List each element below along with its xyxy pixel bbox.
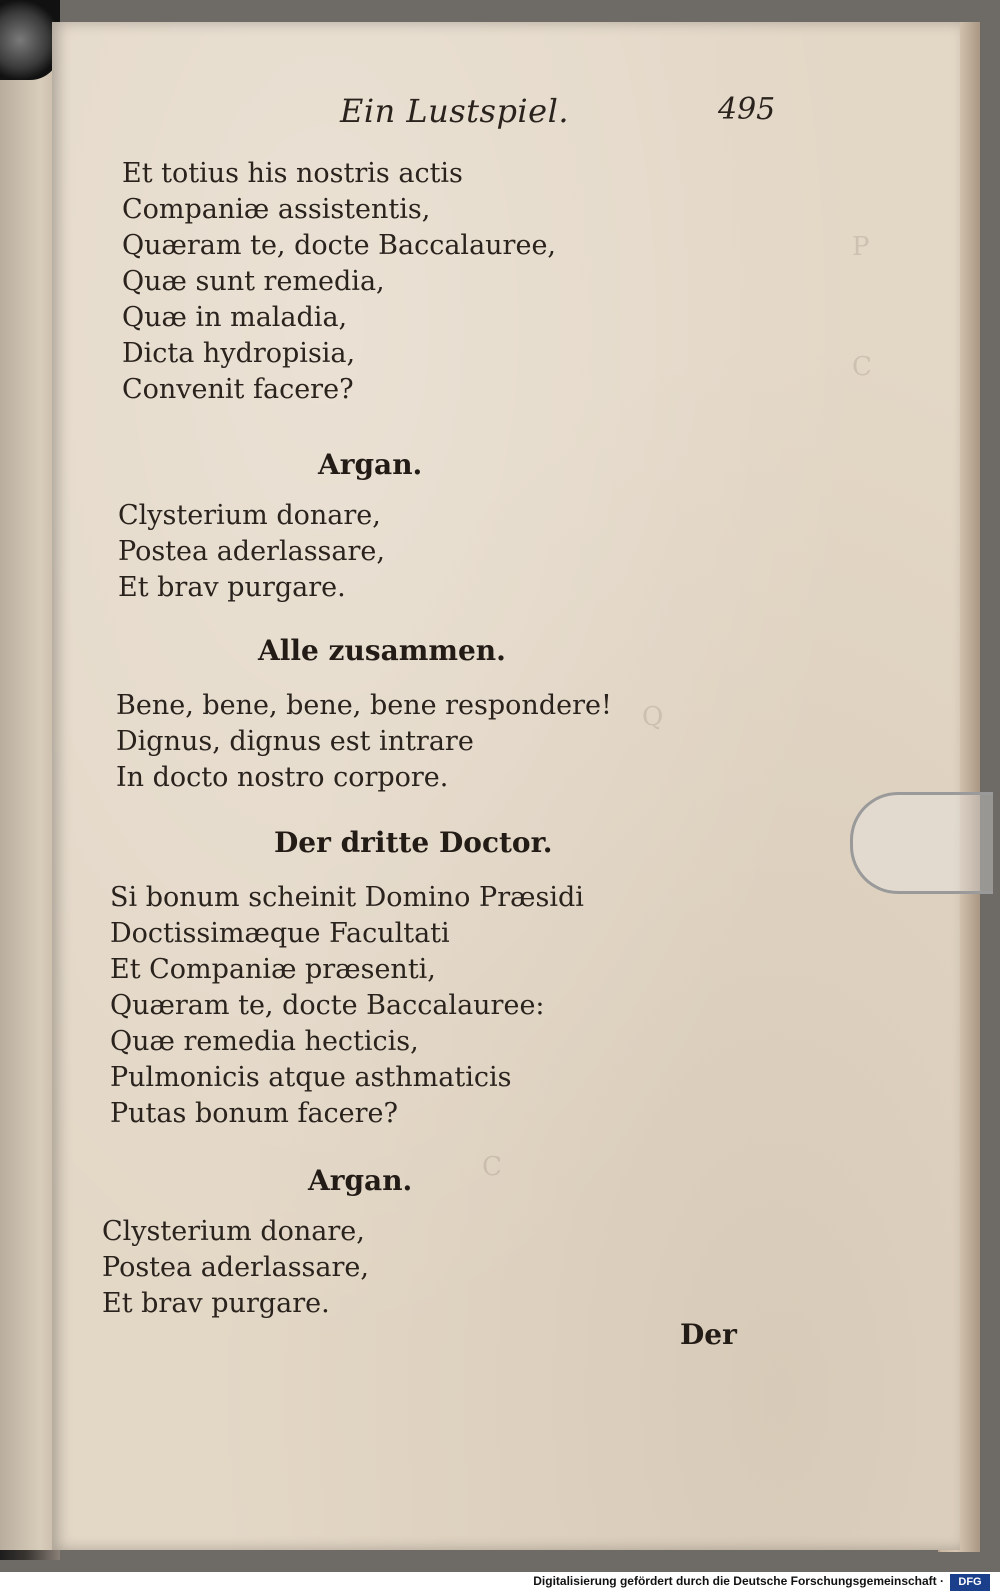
previous-page-edge [0, 30, 58, 1550]
verse-block-argan-2 [102, 1214, 369, 1322]
verse-line: Postea aderlassare, [102, 1252, 369, 1283]
verse-line: Quæ in maladia, [122, 302, 348, 333]
verse-line: Clysterium donare, [102, 1216, 365, 1247]
verse-line: Convenit facere? [122, 374, 354, 405]
verse-block-doctor [110, 880, 584, 1132]
verse-block-intro [122, 156, 556, 408]
verse-line: Et Companiæ præsenti, [110, 954, 436, 985]
verse-block-argan [118, 498, 385, 606]
verse-line: Et totius his nostris actis [122, 158, 463, 189]
scanner-clamp [0, 0, 60, 80]
verse-line: Et brav purgare. [102, 1288, 330, 1319]
bleed-through-text: C [482, 1152, 502, 1182]
verse-line: Quæram te, docte Baccalauree, [122, 230, 557, 261]
bleed-through-text: Q [642, 702, 664, 732]
verse-line: Si bonum scheinit Domino Præsidi [110, 882, 584, 913]
page-clip [850, 792, 993, 894]
speaker-heading: Der dritte Doctor. [274, 826, 553, 859]
verse-line: Bene, bene, bene, bene respondere! [116, 690, 612, 721]
verse-line: Postea aderlassare, [118, 536, 385, 567]
bleed-through-text: C [852, 352, 872, 382]
verse-line: Quæram te, docte Baccalauree: [110, 990, 545, 1021]
funding-credit: Digitalisierung gefördert durch die Deutsche Forschungsgemeinschaft · [533, 1574, 944, 1588]
speaker-heading: Argan. [308, 1164, 413, 1197]
verse-line: Quæ remedia hecticis, [110, 1026, 419, 1057]
verse-line: Doctissimæque Facultati [110, 918, 450, 949]
page-number: 495 [718, 92, 776, 127]
verse-line: Pulmonicis atque asthmaticis [110, 1062, 512, 1093]
verse-line: In docto nostro corpore. [116, 762, 449, 793]
catchword: Der [680, 1318, 737, 1351]
verse-line: Dicta hydropisia, [122, 338, 356, 369]
verse-line: Dignus, dignus est intrare [116, 726, 474, 757]
verse-line: Companiæ assistentis, [122, 194, 431, 225]
running-title: Ein Lustspiel. [340, 92, 569, 130]
verse-block-chorus [116, 688, 612, 796]
verse-line: Quæ sunt remedia, [122, 266, 385, 297]
dfg-logo: DFG [950, 1574, 990, 1591]
verse-line: Putas bonum facere? [110, 1098, 398, 1129]
footer-bar [0, 1572, 1000, 1595]
verse-line: Et brav purgare. [118, 572, 346, 603]
bleed-through-text: P [852, 232, 870, 262]
speaker-heading: Argan. [318, 448, 423, 481]
verse-line: Clysterium donare, [118, 500, 381, 531]
speaker-heading: Alle zusammen. [258, 634, 506, 667]
